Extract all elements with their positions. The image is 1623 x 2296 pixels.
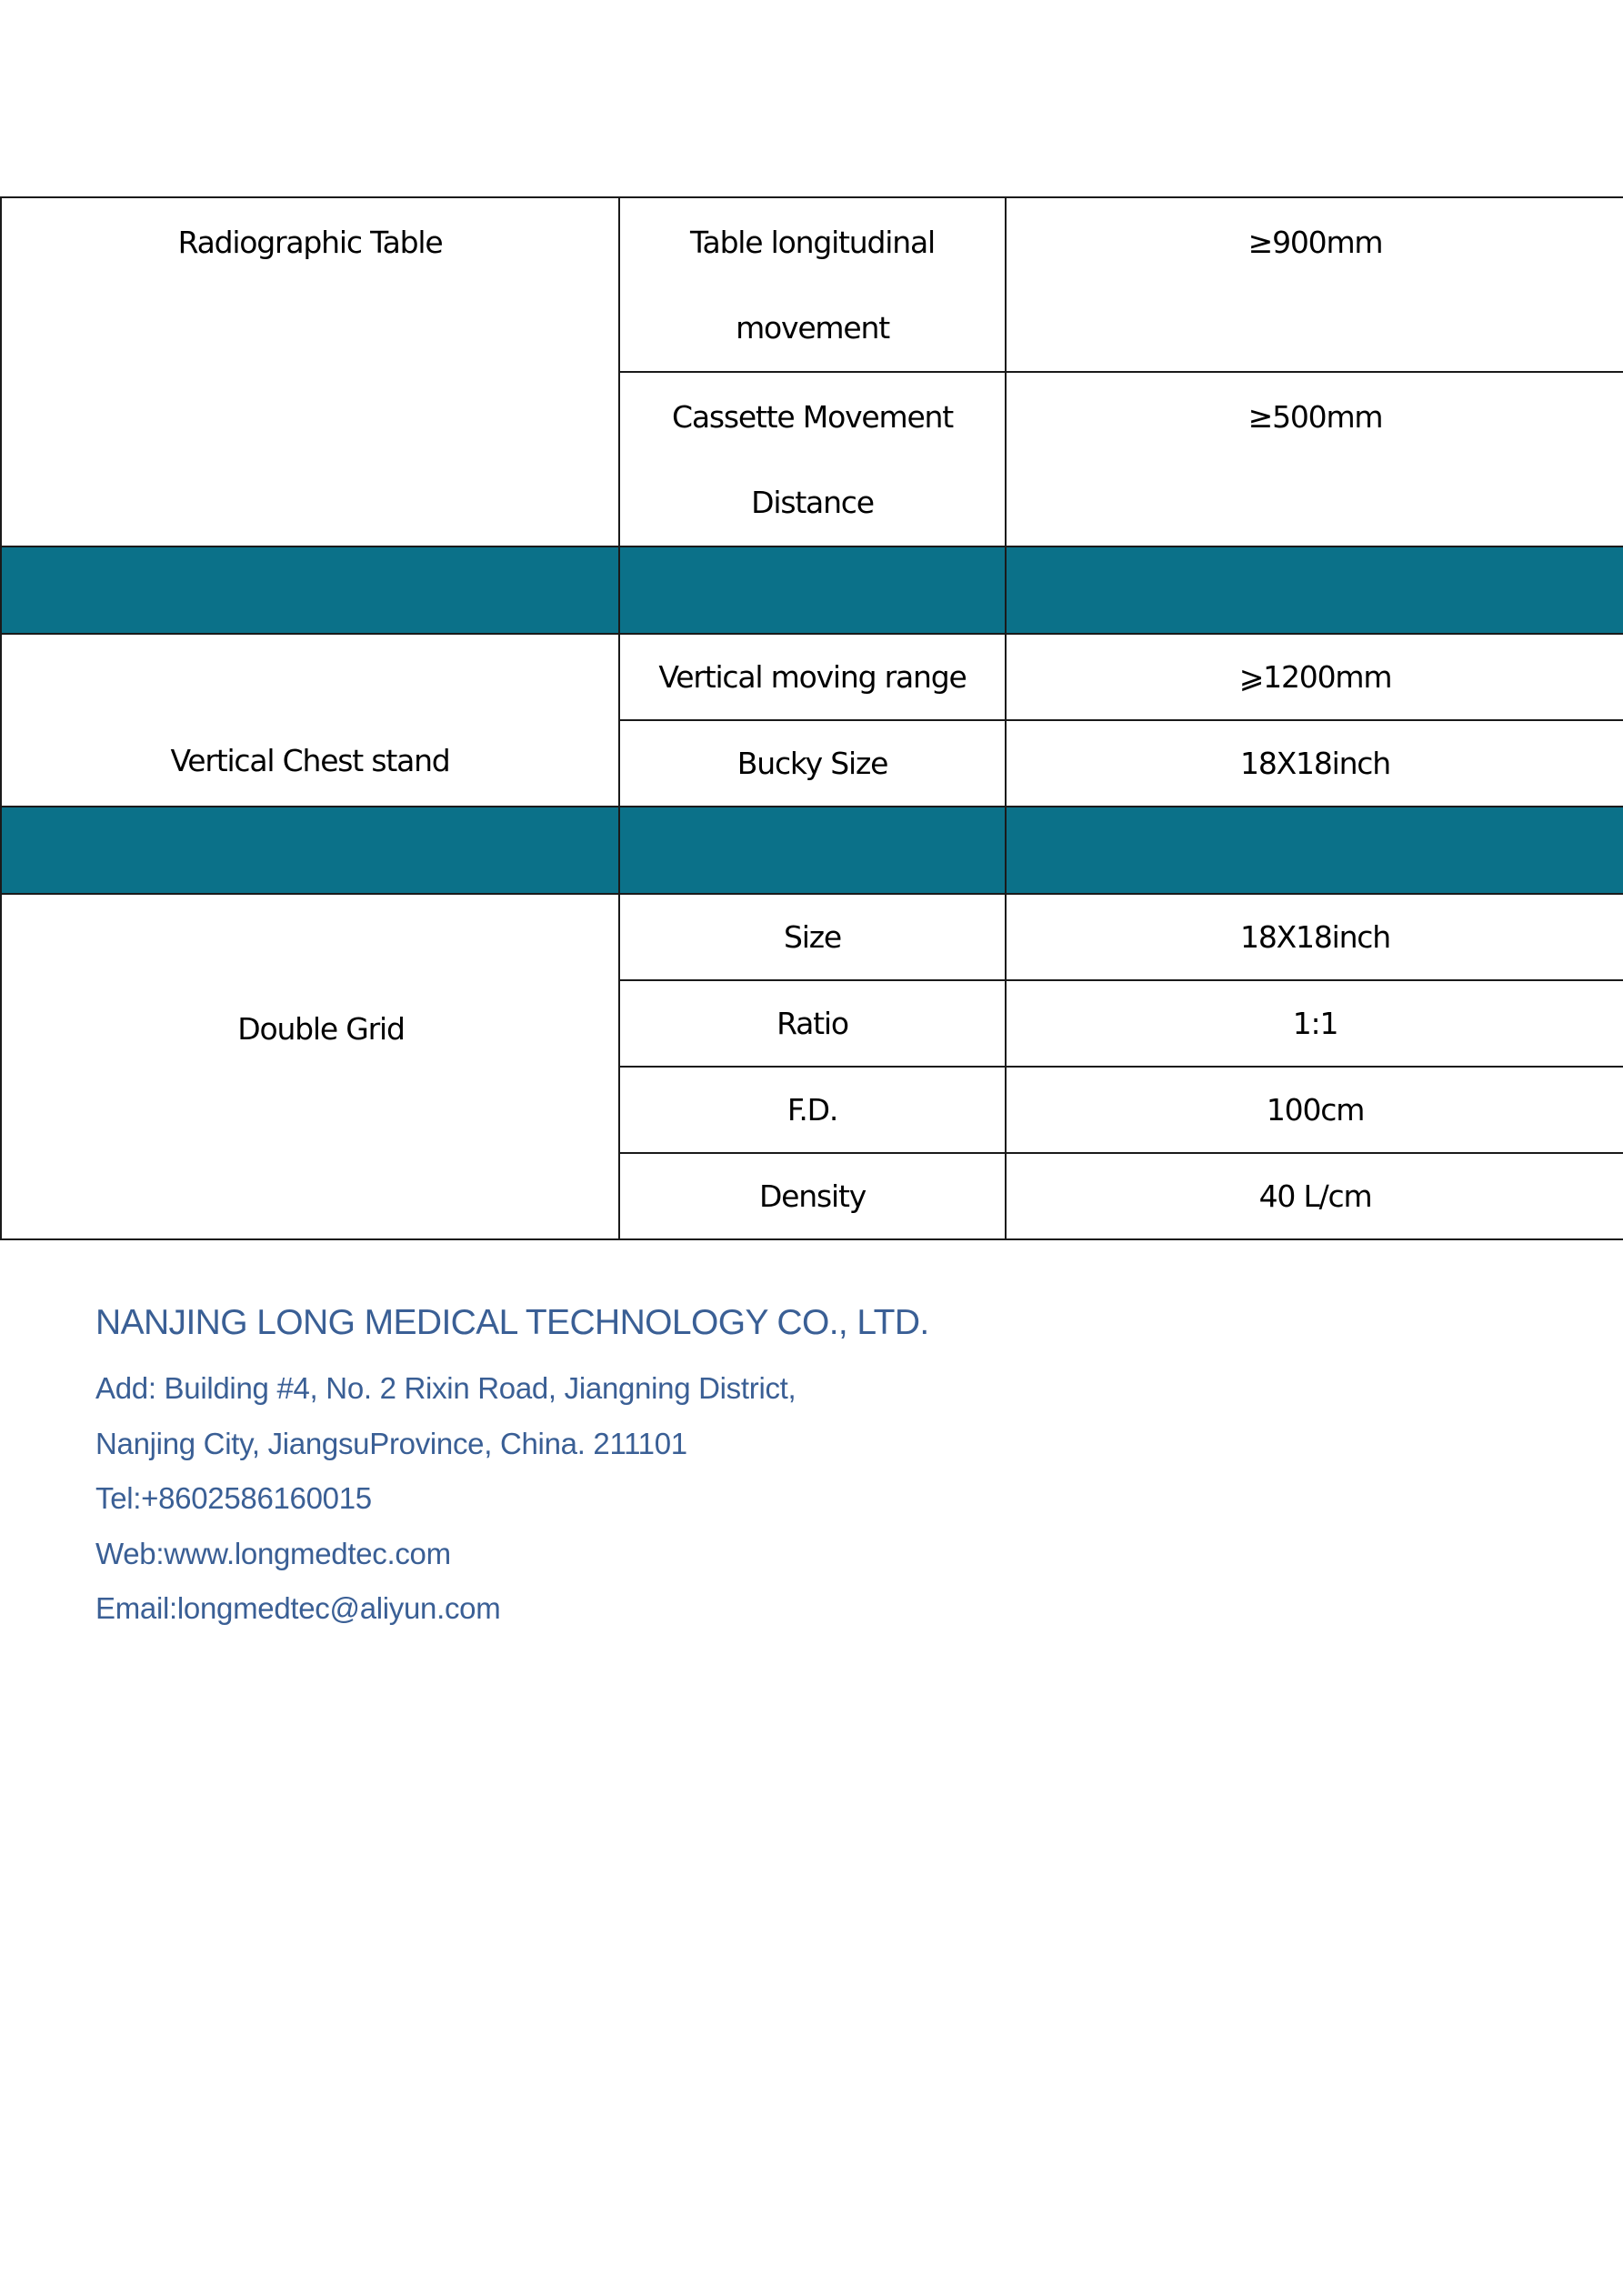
- table-row: [1, 894, 1623, 980]
- parameter-line: Distance: [751, 485, 874, 520]
- value-cell: 18X18inch: [1006, 894, 1623, 980]
- parameter-line: Table longitudinal: [690, 225, 935, 260]
- group-cell-radiographic-table: [1, 197, 619, 546]
- parameter-cell: [619, 197, 1006, 372]
- group-label: Radiographic Table: [177, 225, 443, 260]
- value-cell: ⩾1200mm: [1006, 634, 1623, 720]
- group-cell-double-grid: [1, 894, 619, 1239]
- parameter-cell: [619, 372, 1006, 546]
- group-label: Vertical Chest stand: [170, 743, 450, 778]
- value-cell: ≥500mm: [1006, 372, 1623, 546]
- parameter-cell: Density: [619, 1153, 1006, 1239]
- table-row: [1, 197, 1623, 372]
- telephone: Tel:+8602586160015: [95, 1481, 372, 1515]
- value-cell: 100cm: [1006, 1067, 1623, 1153]
- value-cell: 18X18inch: [1006, 720, 1623, 807]
- section-separator-band: [1, 807, 1623, 894]
- parameter-line: Cassette Movement: [671, 399, 954, 435]
- section-separator-band: [1, 546, 1623, 634]
- parameter-cell: Ratio: [619, 980, 1006, 1067]
- parameter-cell: Vertical moving range: [619, 634, 1006, 720]
- band-cell: [1006, 546, 1623, 634]
- website-link[interactable]: Web:www.longmedtec.com: [95, 1536, 451, 1570]
- value-cell: ≥900mm: [1006, 197, 1623, 372]
- company-contact-block: [95, 1296, 929, 1637]
- group-cell-vertical-chest-stand: [1, 634, 619, 807]
- email-link[interactable]: Email:longmedtec@aliyun.com: [95, 1591, 501, 1625]
- value-cell: 1:1: [1006, 980, 1623, 1067]
- parameter-cell: Size: [619, 894, 1006, 980]
- parameter-line: movement: [736, 310, 889, 346]
- parameter-cell: F.D.: [619, 1067, 1006, 1153]
- address-line-2: Nanjing City, JiangsuProvince, China. 211101: [95, 1426, 687, 1460]
- value-cell: 40 L/cm: [1006, 1153, 1623, 1239]
- band-cell: [619, 807, 1006, 894]
- band-cell: [1006, 807, 1623, 894]
- parameter-cell: Bucky Size: [619, 720, 1006, 807]
- band-cell: [1, 807, 619, 894]
- company-name: NANJING LONG MEDICAL TECHNOLOGY CO., LTD.: [95, 1303, 929, 1342]
- specification-table: [0, 196, 1623, 1240]
- band-cell: [619, 546, 1006, 634]
- address-line-1: Add: Building #4, No. 2 Rixin Road, Jiangning District,: [95, 1371, 796, 1405]
- group-label: Double Grid: [237, 1011, 405, 1047]
- band-cell: [1, 546, 619, 634]
- table-row: [1, 634, 1623, 720]
